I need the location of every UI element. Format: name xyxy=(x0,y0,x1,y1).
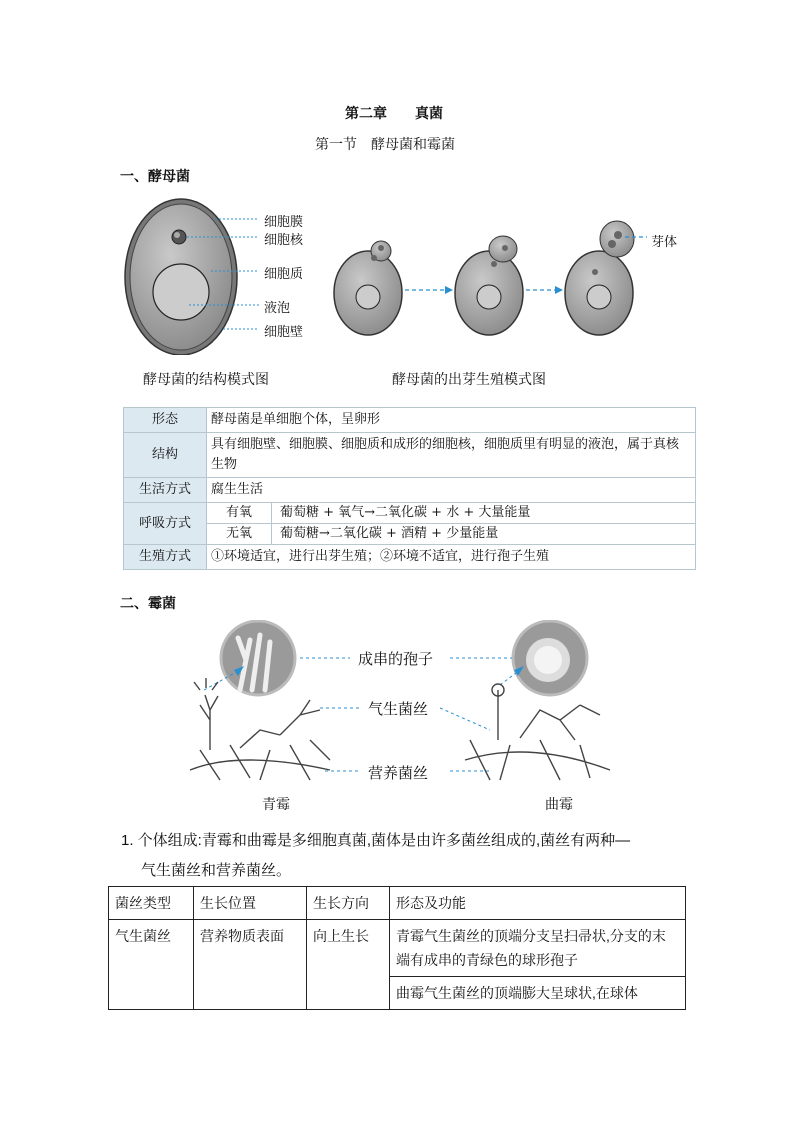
label-cell-membrane: 细胞膜 xyxy=(264,215,304,230)
label-aerial-hyphae: 气生菌丝 xyxy=(368,700,429,718)
table-cell: 气生菌丝 xyxy=(109,920,194,1010)
table-value: 具有细胞壁、细胞膜、细胞质和成形的细胞核，细胞质里有明显的液泡，属于真核生物 xyxy=(207,433,696,478)
table-row xyxy=(124,433,696,478)
label-vegetative-hyphae: 营养菌丝 xyxy=(368,764,429,782)
caption-yeast-structure: 酵母菌的结构模式图 xyxy=(143,372,269,388)
respiration-cell xyxy=(207,503,696,545)
yeast-heading: 一、酵母菌 xyxy=(120,169,190,185)
table-value: 酵母菌是单细胞个体，呈卵形 xyxy=(207,408,696,433)
penicillium-magnified xyxy=(221,621,295,695)
anaerobic-value: 葡萄糖→二氧化碳 + 酒精 + 少量能量 xyxy=(280,526,499,541)
caption-rhizopus: 曲霉 xyxy=(545,797,573,813)
yeast-table xyxy=(123,407,696,570)
budding-cell-1 xyxy=(334,241,402,335)
table-header: 生长方向 xyxy=(307,887,390,920)
table-key: 形态 xyxy=(124,408,207,433)
caption-penicillium: 青霉 xyxy=(262,797,290,813)
label-cytoplasm: 细胞质 xyxy=(264,267,304,282)
paragraph-line-2: 气生菌丝和营养菌丝。 xyxy=(141,862,292,879)
caption-yeast-budding: 酵母菌的出芽生殖模式图 xyxy=(392,372,546,388)
label-vacuole: 液泡 xyxy=(264,301,291,316)
table-row xyxy=(124,545,696,570)
table-header: 菌丝类型 xyxy=(109,887,194,920)
table-cell: 曲霉气生菌丝的顶端膨大呈球状,在球体 xyxy=(390,977,686,1010)
label-spores: 成串的孢子 xyxy=(358,650,434,668)
table-key: 生活方式 xyxy=(124,478,207,503)
aerobic-key: 有氧 xyxy=(207,503,272,523)
table-header: 生长位置 xyxy=(194,887,307,920)
budding-cell-3 xyxy=(565,221,634,335)
yeast-cell-structure xyxy=(125,199,237,355)
table-cell: 向上生长 xyxy=(307,920,390,1010)
section-title: 第一节 酵母菌和霉菌 xyxy=(315,137,455,153)
aerobic-value: 葡萄糖 + 氧气→二氧化碳 + 水 + 大量能量 xyxy=(280,505,531,520)
mold-heading: 二、霉菌 xyxy=(120,596,176,612)
table-value: ①环境适宜，进行出芽生殖；②环境不适宜，进行孢子生殖 xyxy=(207,545,696,570)
label-nucleus: 细胞核 xyxy=(264,233,304,248)
anaerobic-key: 无氧 xyxy=(207,524,272,544)
table-row xyxy=(124,478,696,503)
hyphae-table xyxy=(108,886,686,1010)
chapter-title: 第二章 真菌 xyxy=(345,106,443,122)
rhizopus-hyphae xyxy=(465,684,610,780)
table-value: 腐生生活 xyxy=(207,478,696,503)
table-header-row xyxy=(109,887,686,920)
paragraph-line-1: 1. 个体组成:青霉和曲霉是多细胞真菌,菌体是由许多菌丝组成的,菌丝有两种— xyxy=(121,832,631,849)
budding-cell-2 xyxy=(455,236,523,335)
table-key: 生殖方式 xyxy=(124,545,207,570)
table-row xyxy=(124,408,696,433)
table-row xyxy=(124,503,696,545)
table-key: 呼吸方式 xyxy=(124,503,207,545)
rhizopus-magnified xyxy=(513,621,587,695)
table-cell: 营养物质表面 xyxy=(194,920,307,1010)
label-cell-wall: 细胞壁 xyxy=(264,325,304,340)
label-bud: 芽体 xyxy=(651,235,678,250)
yeast-diagram xyxy=(115,195,715,355)
table-header: 形态及功能 xyxy=(390,887,686,920)
table-key: 结构 xyxy=(124,433,207,478)
table-cell: 青霉气生菌丝的顶端分支呈扫帚状,分支的末端有成串的青绿色的球形孢子 xyxy=(390,920,686,977)
table-row xyxy=(109,920,686,977)
